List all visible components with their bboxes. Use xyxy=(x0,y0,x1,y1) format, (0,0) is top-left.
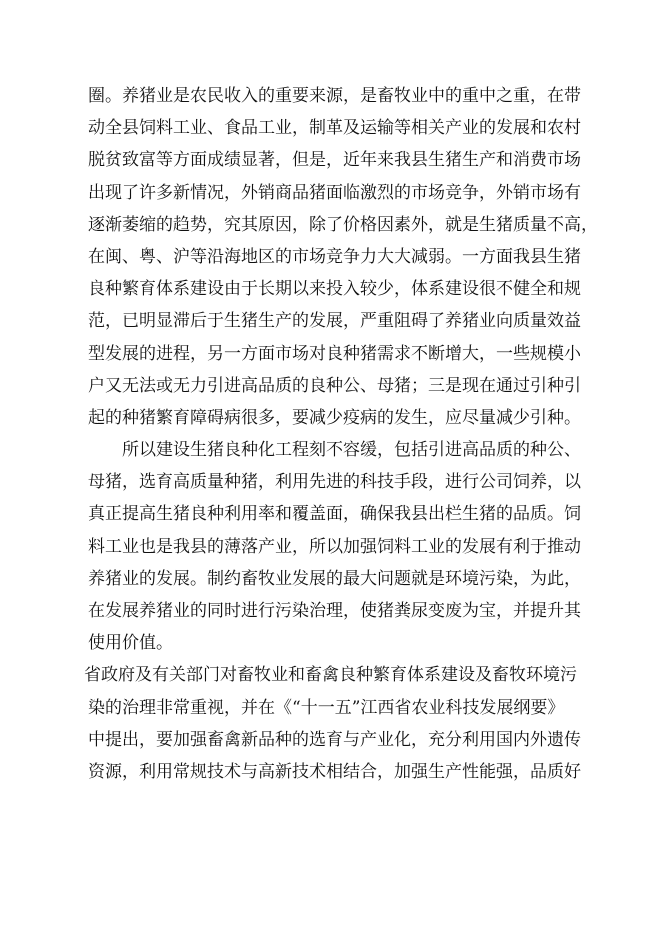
paragraph-1 xyxy=(88,80,598,434)
text-line: 真正提高生猪良种利用率和覆盖面，确保我县出栏生猪的品质。饲 xyxy=(88,504,581,525)
paragraph-3 xyxy=(84,659,581,788)
text-line: 起的种猪繁育障碍病很多，要减少疫病的发生，应尽量减少引种。 xyxy=(88,407,581,428)
text-line: 在发展养猪业的同时进行污染治理，使猪粪尿变废为宝，并提升其 xyxy=(88,601,581,621)
text-line: 料工业也是我县的薄落产业，所以加强饲料工业的发展有利于推动 xyxy=(88,536,581,557)
text-line: 中提出，要加强畜禽新品种的选育与产业化，充分利用国内外遗传 xyxy=(88,729,581,750)
text-line: 在闽、粤、沪等沿海地区的市场竞争力大大减弱。一方面我县生猪 xyxy=(88,246,581,267)
document-body xyxy=(84,80,598,788)
text-line: 母猪，选育高质量种猪，利用先进的科技手段，进行公司饲养，以 xyxy=(88,472,581,493)
text-line: 脱贫致富等方面成绩显著，但是，近年来我县生猪生产和消费市场 xyxy=(88,150,581,171)
paragraph-2 xyxy=(88,434,581,659)
text-line: 所以建设生猪良种化工程刻不容缓，包括引进高品质的种公、 xyxy=(122,440,581,461)
text-line: 资源，利用常规技术与高新技术相结合，加强生产性能强，品质好 xyxy=(88,761,581,782)
text-line: 型发展的进程，另一方面市场对良种猪需求不断增大，一些规模小 xyxy=(88,343,581,364)
text-line: 养猪业的发展。制约畜牧业发展的最大问题就是环境污染，为此， xyxy=(88,568,581,589)
text-line: 染的治理非常重视，并在《“十一五”江西省农业科技发展纲要》 xyxy=(88,697,565,718)
text-line: 出现了许多新情况，外销商品猪面临激烈的市场竞争，外销市场有 xyxy=(88,182,581,203)
text-line: 动全县饲料工业、食品工业，制革及运输等相关产业的发展和农村 xyxy=(88,118,581,139)
text-line: 圈。养猪业是农民收入的重要来源，是畜牧业中的重中之重，在带 xyxy=(88,86,581,106)
text-line: 良种繁育体系建设由于长期以来投入较少，体系建设很不健全和规 xyxy=(88,279,581,300)
text-line: 逐渐萎缩的趋势，究其原因，除了价格因素外，就是生猪质量不高， xyxy=(88,214,598,235)
text-line: 使用价值。 xyxy=(88,633,173,654)
text-line: 户又无法或无力引进高品质的良种公、母猪；三是现在通过引种引 xyxy=(88,375,581,396)
text-line: 范，已明显滞后于生猪生产的发展，严重阻碍了养猪业向质量效益 xyxy=(88,311,581,332)
text-line: 省政府及有关部门对畜牧业和畜禽良种繁育体系建设及畜牧环境污 xyxy=(84,665,577,686)
